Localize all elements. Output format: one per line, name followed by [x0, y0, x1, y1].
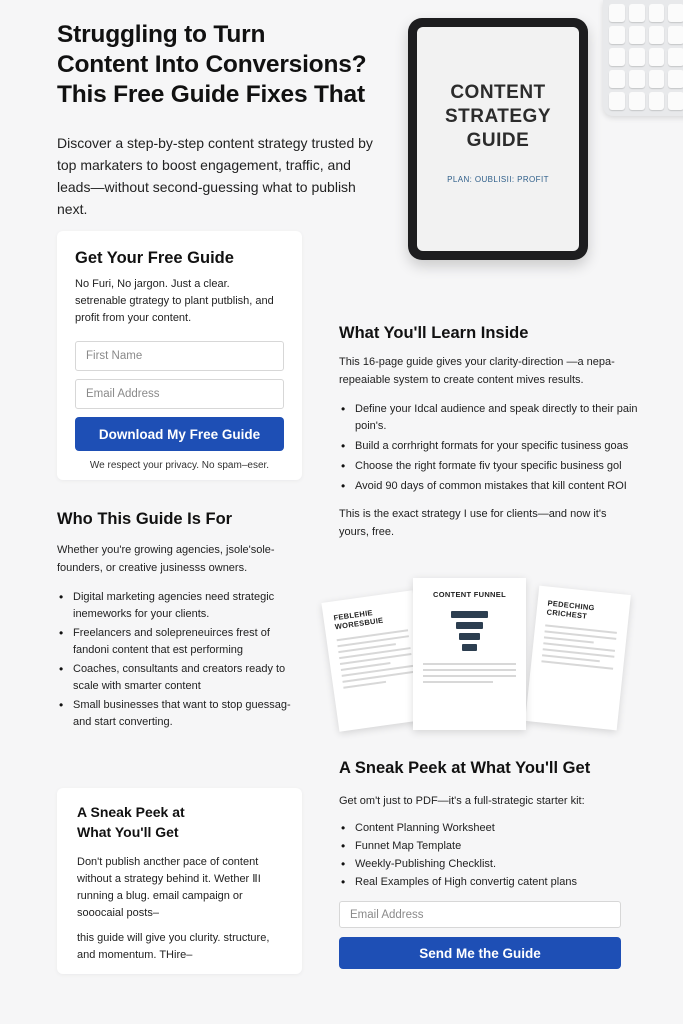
- learn-section: [339, 324, 639, 553]
- keyboard-key: [629, 4, 645, 22]
- hero-title-line: Struggling to Turn: [57, 21, 266, 48]
- guide-cover-title: [445, 81, 551, 153]
- guide-cover-title-line: STRATEGY: [444, 105, 552, 127]
- sneak-peek-title: A Sneak Peek at What You'll Get: [339, 759, 591, 777]
- sneak-peek-card: [57, 788, 302, 974]
- list-item: • Weekly-Publishing Checklist.: [339, 856, 639, 873]
- worksheet-preview-title: FEBLEHIE WORESBUIE: [332, 608, 384, 632]
- sneak-card-paragraph: Don't publish ancther pace of content without a strategy behind it. Wether ⅡI running a blug. email campaign or sooocaial posts–: [77, 856, 261, 919]
- learn-intro: This 16-page guide gives your clarity-direction —a nepa- repeaiable system to create content mives results.: [339, 356, 615, 386]
- doc-text-line: [343, 681, 386, 689]
- list-item: • Small businesses that want to stop guessag- and start converting.: [57, 697, 302, 731]
- hero-subtitle: Discover a step-by-step content strategy trusted by top markaters to boost engagement, traffic, and leads—without second-guessing what to publish next.: [57, 135, 373, 217]
- keyboard-key: [609, 26, 625, 44]
- doc-text-line: [423, 681, 493, 683]
- guide-cover-subtitle: PLAN: OUBLISII: PROFIT: [447, 174, 549, 184]
- keyboard-key: [629, 70, 645, 88]
- funnel-step: [459, 633, 479, 640]
- funnel-step: [456, 622, 484, 629]
- hero-title-line: Content Into Conversions?: [57, 51, 367, 78]
- download-guide-button[interactable]: Download My Free Guide: [75, 417, 284, 451]
- keyboard-key: [668, 70, 683, 88]
- keyboard-key: [609, 48, 625, 66]
- sneak-peek-section: [339, 759, 639, 969]
- keyboard-key: [668, 48, 683, 66]
- privacy-note: We respect your privacy. No spam–eser.: [89, 460, 270, 471]
- funnel-step: [451, 611, 488, 618]
- doc-text-line: [423, 663, 516, 665]
- tablet-screen: [417, 27, 579, 251]
- sneak-card-title-line: What You'll Get: [77, 824, 179, 840]
- sneak-card-paragraph: this guide will give you clurity. structure, and momentum. THire–: [77, 932, 270, 961]
- learn-title: What You'll Learn Inside: [339, 324, 529, 342]
- sneak-card-title-line: A Sneak Peek at: [77, 804, 185, 820]
- doc-text-line: [423, 669, 516, 671]
- keyboard-key: [629, 92, 645, 110]
- list-item: • Digital marketing agencies need strategic inemeworks for your clients.: [57, 589, 302, 623]
- list-item: • Choose the right formate fiv tyour specific business gol: [339, 458, 639, 475]
- keyboard-key: [649, 26, 665, 44]
- keyboard-key: [609, 70, 625, 88]
- list-item: • Content Planning Worksheet: [339, 820, 639, 837]
- audience-list: [57, 589, 302, 731]
- keyboard-key: [629, 48, 645, 66]
- list-item: • Define your Idcal audience and speak directly to their pain poin's.: [339, 401, 639, 435]
- list-item: • Build a corrhright formats for your specific tusiness goas: [339, 438, 639, 455]
- keyboard-key: [609, 4, 625, 22]
- list-item: • Avoid 90 days of common mistakes that kill content ROI: [339, 478, 639, 495]
- audience-title: Who This Guide Is For: [57, 510, 233, 528]
- guide-cover-title-line: CONTENT: [450, 81, 546, 103]
- audience-intro: Whether you're growing agencies, jsole'sole- founders, or creative jusinesss owners.: [57, 544, 275, 574]
- doc-text-line: [541, 660, 613, 670]
- funnel-step: [462, 644, 477, 651]
- keyboard-key: [649, 48, 665, 66]
- hero-title-line: This Free Guide Fixes That: [57, 81, 365, 108]
- list-item: • Real Examples of High convertig catent plans: [339, 874, 639, 891]
- sneak-peek-intro: Get om't just to PDF—it's a full-strategic starter kit:: [339, 795, 585, 807]
- keyboard-key: [649, 92, 665, 110]
- funnel-preview: [413, 578, 526, 730]
- form-title: Get Your Free Guide: [75, 249, 234, 267]
- sneak-peek-list: [339, 820, 639, 891]
- email-input[interactable]: [75, 379, 284, 409]
- keyboard-key: [609, 92, 625, 110]
- list-item: • Funnet Map Template: [339, 838, 639, 855]
- checklist-preview-title: PEDECHING CRICHEST: [546, 598, 596, 621]
- tablet-illustration: [408, 18, 588, 260]
- keyboard-key: [668, 4, 683, 22]
- learn-list: [339, 401, 639, 495]
- form-description: No Furi, No jargon. Just a clear. setrenable gtrategy to plant putblish, and profit from your content.: [75, 278, 274, 324]
- list-item: • Coaches, consultants and creators ready to scale with smarter content: [57, 661, 302, 695]
- first-name-input[interactable]: [75, 341, 284, 371]
- learn-closing: This is the exact strategy I use for clients—and now it's yours, free.: [339, 508, 607, 538]
- keyboard-key: [649, 70, 665, 88]
- doc-text-line: [423, 675, 516, 677]
- hero-title: [57, 20, 397, 110]
- list-item: • Freelancers and solepreneuirces frest of fandoni content that est performing: [57, 625, 302, 659]
- keyboard-key: [629, 26, 645, 44]
- sneak-email-input[interactable]: [339, 901, 621, 928]
- guide-cover-title-line: GUIDE: [466, 129, 530, 151]
- sneak-card-title: [77, 802, 282, 842]
- keyboard-key: [668, 92, 683, 110]
- audience-section: [57, 510, 302, 733]
- checklist-preview: [525, 586, 631, 731]
- funnel-preview-title: CONTENT FUNNEL: [433, 590, 506, 599]
- keyboard-illustration: [603, 0, 683, 116]
- signup-form-card: [57, 231, 302, 480]
- keyboard-key: [668, 26, 683, 44]
- send-guide-button[interactable]: Send Me the Guide: [339, 937, 621, 969]
- keyboard-key: [649, 4, 665, 22]
